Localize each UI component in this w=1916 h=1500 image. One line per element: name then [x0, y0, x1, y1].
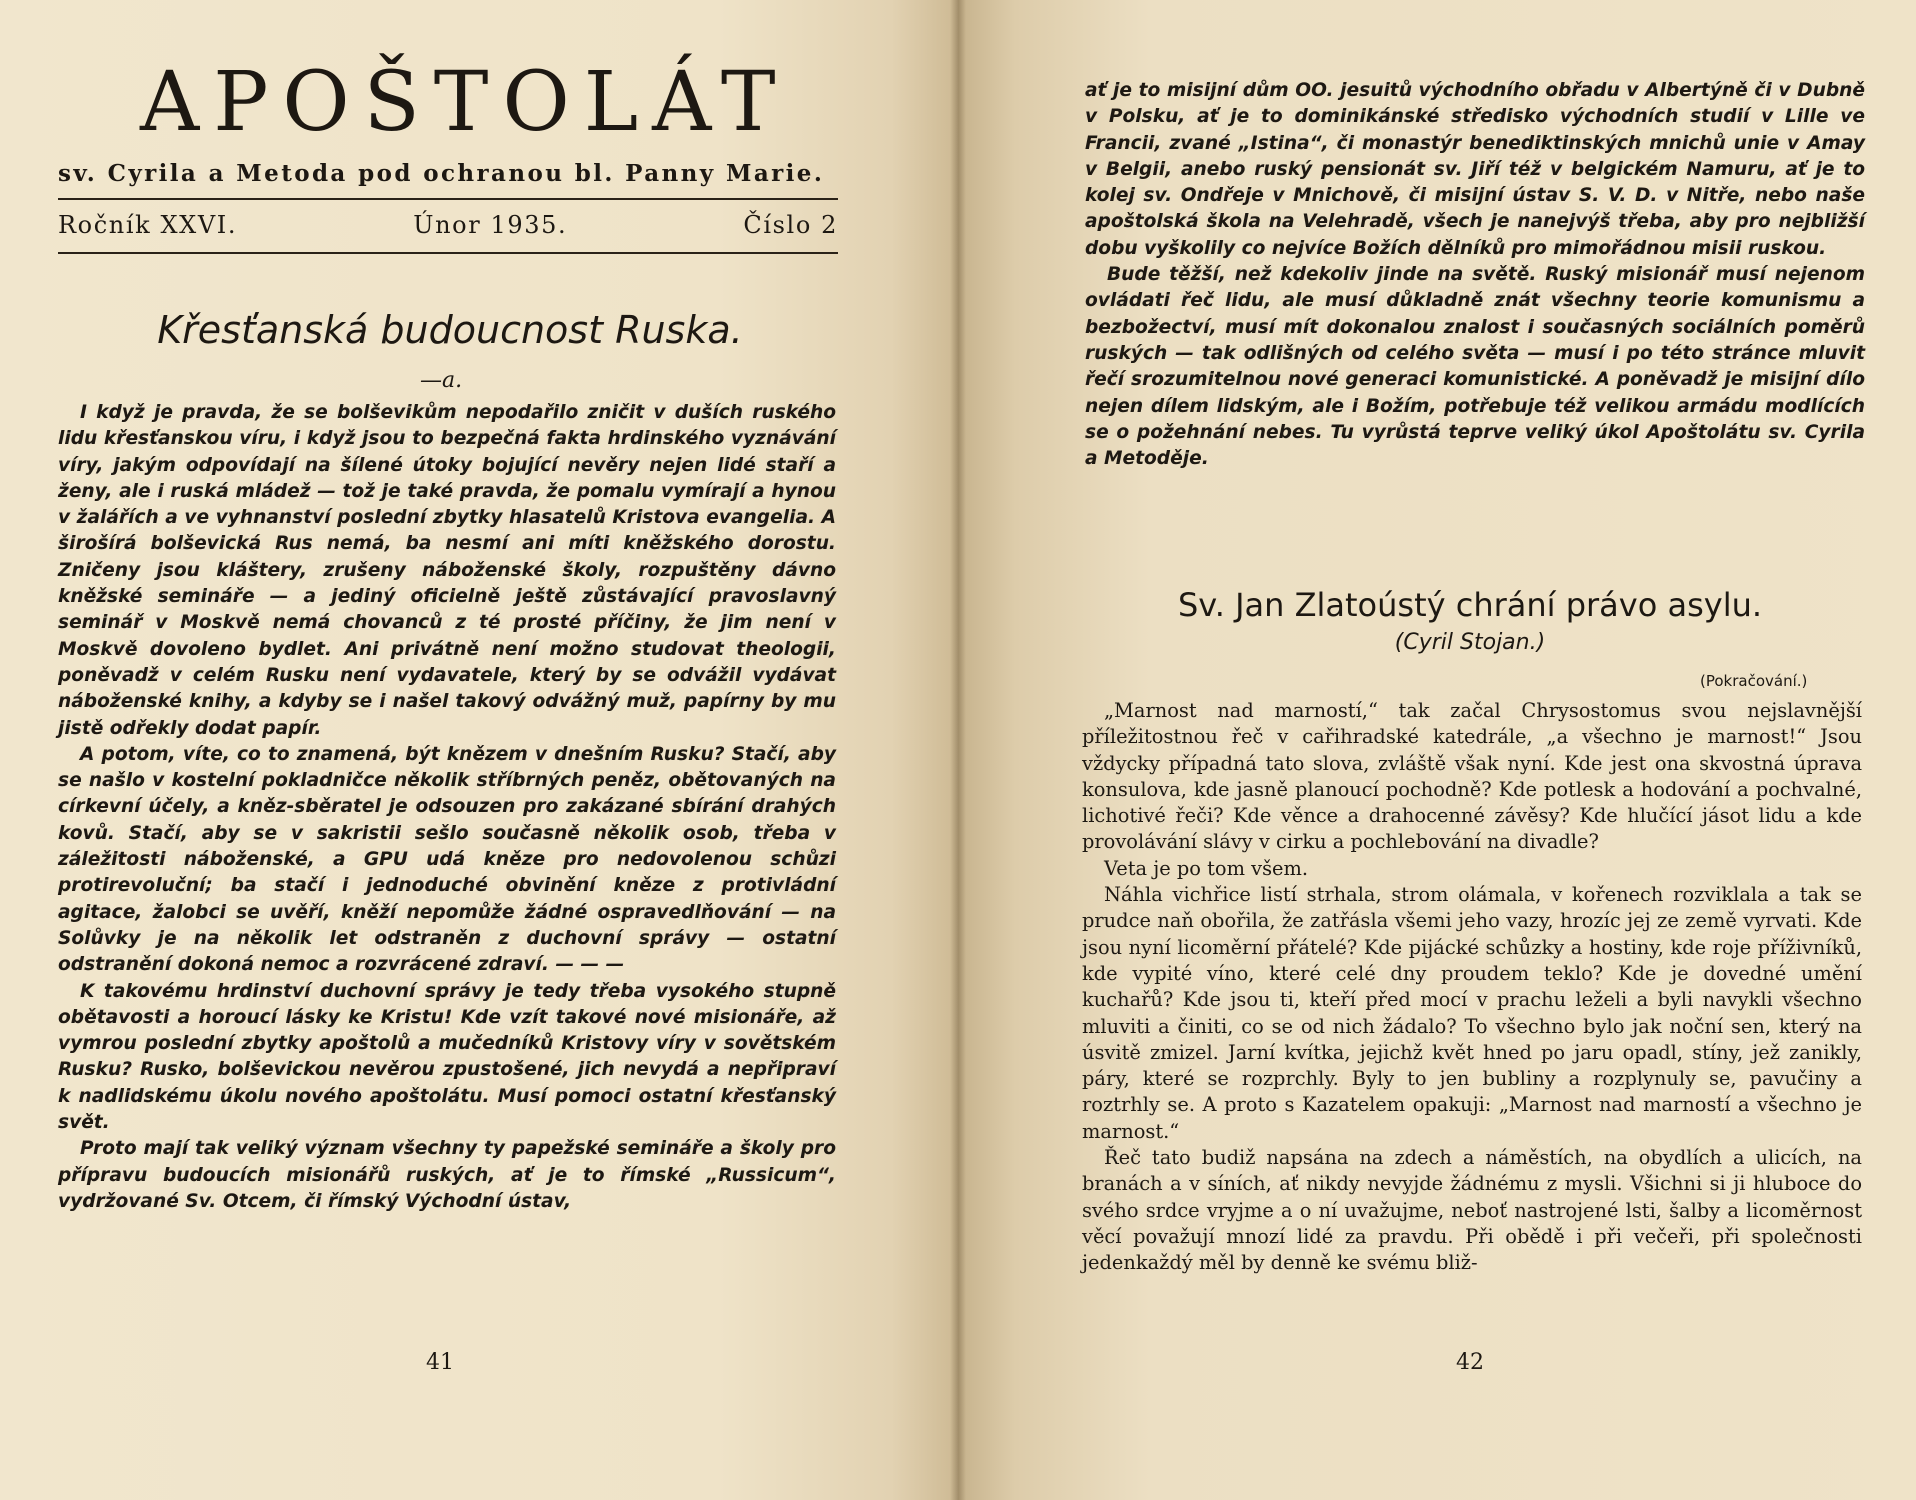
paragraph: Náhla vichřice listí strhala, strom olámala, v kořenech rozviklala a tak se prudce naň obořila, že zatřásla všemi jeho vazy, hrozíc jej ze země vyrvati. Kde jsou nyní licoměrní přátelé? Kde pijácké schůzky a hostiny, kde roje příživníků, kde vypité víno, které celé dny proudem teklo? Kde je dovedné umění kuchařů? Kde jsou ti, kteří před mocí v prachu leželi a byli navykli všechno mluviti a činiti, co se od nich žádalo? To všechno bylo jak noční sen, který na úsvitě zmizel. Jarní kvítka, jejichž květ hned po jaru opadl, stíny, jež zanikly, páry, které se rozprchly. Byly to jen bubliny a rozplynuly se, pavučiny a roztrhly se. A proto s Kazatelem opakuji: „Marnost nad marností a všechno je marnost.“	[1082, 883, 1862, 1143]
book-gutter	[950, 0, 966, 1500]
header-rule-top	[58, 198, 838, 200]
paragraph: ať je to misijní dům OO. jesuitů východního obřadu v Albertýně či v Dubně v Polsku, ať je to dominikánské středisko východních studií v Lille ve Francii, zvané „Istina“, či monastýr benediktinských mnichů unie v Amay v Belgii, anebo ruský pensionát sv. Jiří též v belgickém Namuru, ať je to kolej sv. Ondřeje v Mnichově, či misijní ústav S. V. D. v Nitře, nebo naše apoštolská škola na Velehradě, všech je nanejvýš třeba, aby pro nejbližší dobu vyškolily co nejvíce Božích dělníků pro mimořádnou misii ruskou.	[1085, 80, 1865, 259]
second-article-title: Sv. Jan Zlatoústý chrání právo asylu.	[1177, 586, 1763, 624]
paragraph: A potom, víte, co to znamená, být knězem v dnešním Rusku? Stačí, aby se našlo v kostelní pokladničce několik stříbrných peněz, obětovaných na církevní účely, a kněz-sběratel je odsouzen pro zakázané sbírání drahých kovů. Stačí, aby se v sakristii sešlo současně několik osob, třeba v záležitosti náboženské, a GPU udá kněze pro nedovolenou schůzi protirevoluční; ba stačí i jednoduché obvinění kněze z protivládní agitace, žalobci se uvěří, kněží nepomůže žádné ospravedlňování — na Solůvky je na několik let odstraněn z duchovní správy — ostatní odstranění dokoná nemoc a rozvrácené zdraví. — — —	[58, 743, 836, 976]
masthead: APOŠTOLÁT	[140, 55, 790, 150]
issue-date: Únor 1935.	[413, 211, 568, 239]
right-column-continuation	[1085, 78, 1865, 472]
paragraph: I když je pravda, že se bolševikům nepodařilo zničit v duších ruského lidu křesťanskou víru, i když jsou to bezpečná fakta hrdinského vyznávání víry, jakým odpovídají na šílené útoky bojující nevěry nejen lidé staří a ženy, ale i ruská mládež — tož je také pravda, že pomalu vymírají a hynou v žalářích a ve vyhnanství poslední zbytky hlasatelů Kristova evangelia. A širošírá bolševická Rus nemá, ba nesmí ani míti kněžského dorostu. Zničeny jsou kláštery, zrušeny náboženské školy, rozpuštěny dávno kněžské semináře — a jediný oficielně ještě zůstávající pravoslavný seminář v Moskvě nemá chovanců z té prosté příčiny, že jim není v Moskvě dovoleno bydlet. Ani privátně není možno studovat theologii, poněvadž v celém Rusku není vydavatele, který by se odvážil vydávat náboženské knihy, a kdyby se i našel takový odvážný muž, papírny by mu jistě odřekly dodat papír.	[58, 402, 836, 739]
header-rule-bottom	[58, 252, 838, 254]
paragraph: K takovému hrdinství duchovní správy je tedy třeba vysokého stupně obětavosti a horoucí lásky ke Kristu! Kde vzít takové nové misionáře, až vymrou poslední zbytky apoštolů a mučedníků Kristovy víry v sovětském Rusku? Rusko, bolševickou nevěrou zpustošené, jich nevydá a nepřipraví k nadlidskému úkolu nového apoštolátu. Musí pomoci ostatní křesťanský svět.	[58, 980, 836, 1134]
paragraph: Veta je po tom všem.	[1104, 856, 1309, 880]
paragraph: „Marnost nad marností,“ tak začal Chrysostomus svou nejslavnější příležitostnou řeč v cařihradské katedrále, „a všechno je marnost!“ Jsou vždycky případná tato slova, zvláště však nyní. Kde jest ona skvostná úprava konsulova, kde jasně planoucí pochodně? Kde potlesk a hodování a pochvalné, lichotivé řeči? Kde věnce a drahocenné závěsy? Kde hlučící jásot lidu a kde provolávání slávy v cirku a pochlebování na divadle?	[1082, 699, 1862, 854]
continued-note: (Pokračování.)	[1700, 672, 1808, 690]
article-byline: —a.	[420, 368, 463, 393]
page-number-right: 42	[1456, 1350, 1484, 1375]
issue-line	[58, 211, 838, 239]
article-title: Křesťanská budoucnost Ruska.	[157, 308, 743, 352]
paragraph: Řeč tato budiž napsána na zdech a náměstích, na obydlích a ulicích, na branách a v síních, ať nikdy nevyjde žádnému z mysli. Všichni si ji hluboce do svého srdce vryjme a o ní uvažujme, neboť nastrojené lsti, šalby a licoměrnost věcí považují mnozí lidé za pravdu. Při obědě i při večeři, při společnosti jedenkaždý měl by denně ke svému bliž-	[1082, 1146, 1862, 1275]
paragraph: Proto mají tak veliký význam všechny ty papežské semináře a školy pro přípravu budoucích misionářů ruských, ať je to římské „Russicum“, vydržované Sv. Otcem, či římský Východní ústav,	[58, 1138, 836, 1212]
issue-number: Číslo 2	[743, 211, 838, 239]
second-article-author: (Cyril Stojan.)	[1394, 630, 1546, 655]
volume-label: Ročník XXVI.	[58, 211, 238, 239]
left-column-text	[58, 400, 836, 1215]
right-column-body	[1082, 698, 1862, 1277]
page-number-left: 41	[426, 1350, 454, 1375]
paragraph: Bude těžší, než kdekoliv jinde na světě. Ruský misionář musí nejenom ovládati řeč lidu, ale musí důkladně znát všechny teorie komunismu a bezbožectví, musí mít dokonalou znalost i současných sociálních poměrů ruských — tak odlišných od celého světa — musí i po této stránce mluvit řečí srozumitelnou nové generaci komunistické. A poněvadž je misijní dílo nejen dílem lidským, ale i Božím, potřebuje též velikou armádu modlících se o požehnání nebes. Tu vyrůstá teprve veliký úkol Apoštolátu sv. Cyrila a Metoděje.	[1085, 264, 1865, 470]
masthead-subtitle: sv. Cyrila a Metoda pod ochranou bl. Panny Marie.	[58, 160, 825, 187]
